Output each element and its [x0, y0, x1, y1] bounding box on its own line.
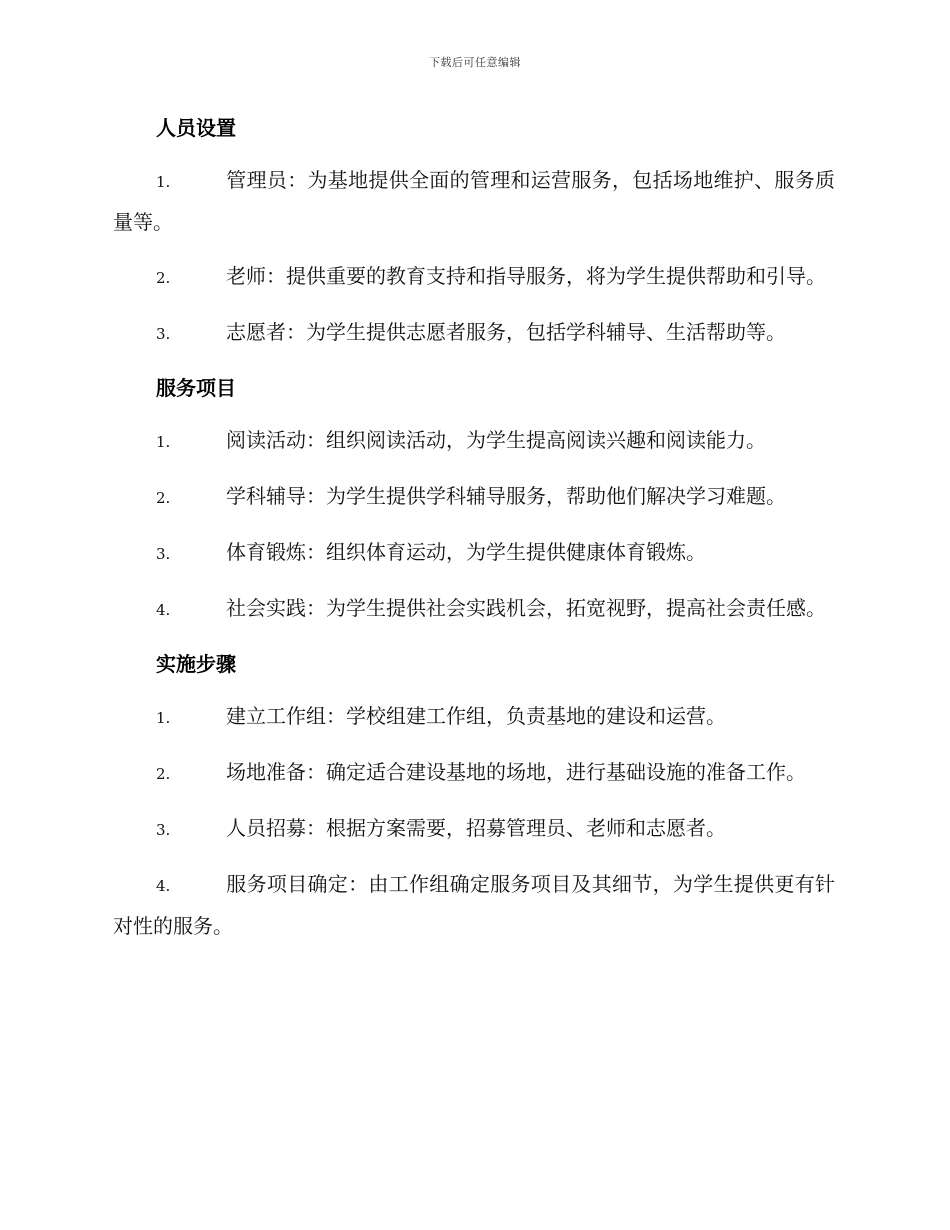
- item-number: 3.: [156, 325, 171, 343]
- item-text: 社会实践：为学生提供社会实践机会，拓宽视野，提高社会责任感。: [226, 596, 826, 620]
- item-text: 阅读活动：组织阅读活动，为学生提高阅读兴趣和阅读能力。: [226, 428, 766, 452]
- list-item: [113, 532, 835, 574]
- item-number: 2.: [156, 489, 171, 507]
- list-item: [113, 588, 835, 630]
- item-number: 3.: [156, 821, 171, 839]
- item-number: 4.: [156, 877, 171, 895]
- document-body: [113, 108, 835, 960]
- item-number: 4.: [156, 601, 171, 619]
- list-item: [113, 864, 835, 946]
- item-text: 志愿者：为学生提供志愿者服务，包括学科辅导、生活帮助等。: [226, 320, 786, 344]
- list-item: [113, 808, 835, 850]
- list-item: [113, 160, 835, 242]
- item-number: 1.: [156, 173, 171, 191]
- item-text: 场地准备：确定适合建设基地的场地，进行基础设施的准备工作。: [226, 760, 806, 784]
- item-text: 老师：提供重要的教育支持和指导服务，将为学生提供帮助和引导。: [226, 264, 826, 288]
- item-number: 1.: [156, 433, 171, 451]
- item-number: 3.: [156, 545, 171, 563]
- item-text: 服务项目确定：由工作组确定服务项目及其细节，为学生提供更有针对性的服务。: [113, 872, 835, 938]
- section-title-personnel: 人员设置: [156, 116, 236, 140]
- list-item: [113, 312, 835, 354]
- list-item: [113, 752, 835, 794]
- item-number: 2.: [156, 765, 171, 783]
- header-note: 下载后可任意编辑: [429, 56, 521, 69]
- item-text: 人员招募：根据方案需要，招募管理员、老师和志愿者。: [226, 816, 726, 840]
- list-item: [113, 420, 835, 462]
- section-title-implementation: 实施步骤: [156, 652, 236, 676]
- section-title-services: 服务项目: [156, 376, 236, 400]
- item-text: 建立工作组：学校组建工作组，负责基地的建设和运营。: [226, 704, 726, 728]
- item-text: 管理员：为基地提供全面的管理和运营服务，包括场地维护、服务质量等。: [113, 168, 835, 234]
- list-item: [113, 256, 835, 298]
- item-number: 2.: [156, 269, 171, 287]
- item-number: 1.: [156, 709, 171, 727]
- item-text: 学科辅导：为学生提供学科辅导服务，帮助他们解决学习难题。: [226, 484, 786, 508]
- list-item: [113, 696, 835, 738]
- item-text: 体育锻炼：组织体育运动，为学生提供健康体育锻炼。: [226, 540, 706, 564]
- list-item: [113, 476, 835, 518]
